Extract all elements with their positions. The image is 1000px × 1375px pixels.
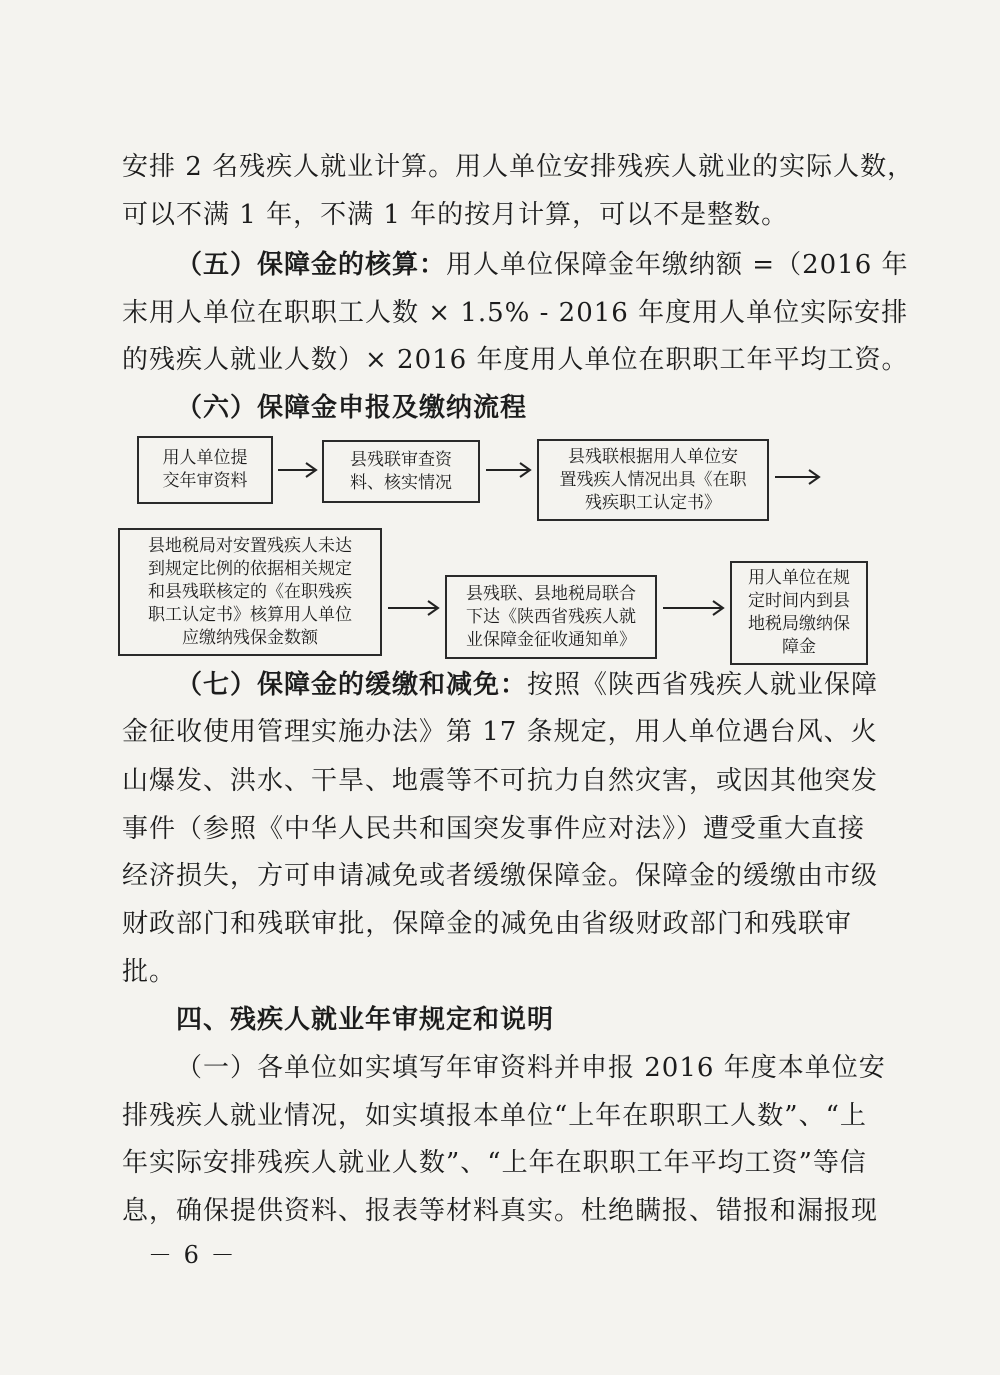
flow-step-4-line: 职工认定书》核算用人单位 — [148, 604, 352, 625]
paragraph-line: （一）各单位如实填写年审资料并申报 2016 年度本单位安 — [176, 1053, 886, 1083]
section-heading: 四、残疾人就业年审规定和说明 — [176, 1005, 555, 1035]
flow-step-4-line: 应缴纳残保金数额 — [182, 627, 318, 648]
page-number: － 6 － — [148, 1241, 237, 1269]
paragraph-line: 年实际安排残疾人就业人数”、“上年在职职工年平均工资”等信 — [122, 1148, 867, 1178]
flow-step-5 — [445, 575, 657, 659]
arrow-right-icon — [386, 596, 442, 620]
arrow-right-icon — [484, 458, 534, 482]
subheading-5: （五）保障金的核算： — [176, 250, 447, 280]
flow-step-4-line: 到规定比例的依据相关规定 — [148, 558, 352, 579]
paragraph-text: 按照《陕西省残疾人就业保障 — [527, 670, 879, 700]
subheading-7: （七）保障金的缓缴和减免： — [176, 670, 528, 700]
paragraph-line: 批。 — [122, 957, 177, 987]
arrow-right-icon — [276, 458, 320, 482]
paragraph-line: 山爆发、洪水、干旱、地震等不可抗力自然灾害，或因其他突发 — [122, 766, 879, 796]
paragraph-line: 末用人单位在职职工人数 × 1.5% - 2016 年度用人单位实际安排 — [122, 298, 909, 328]
flow-step-3-line: 置残疾人情况出具《在职 — [559, 469, 747, 490]
flow-step-6-line: 用人单位在规 — [748, 568, 850, 588]
arrow-right-icon — [773, 465, 823, 489]
flow-step-2 — [322, 440, 480, 503]
paragraph-line: 排残疾人就业情况，如实填报本单位“上年在职职工人数”、“上 — [122, 1101, 867, 1131]
paragraph-text: 用人单位保障金年缴纳额 =（2016 年 — [446, 250, 909, 280]
flow-step-5-line: 业保障金征收通知单》 — [466, 629, 636, 650]
flow-step-4-line: 县地税局对安置残疾人未达 — [148, 535, 352, 556]
flow-step-2-line: 料、核实情况 — [350, 472, 452, 493]
paragraph-line — [176, 248, 909, 282]
flow-step-6-line: 地税局缴纳保 — [748, 614, 850, 634]
paragraph-line: 息，确保提供资料、报表等材料真实。杜绝瞒报、错报和漏报现 — [122, 1196, 879, 1226]
paragraph-line: 可以不满 1 年，不满 1 年的按月计算，可以不是整数。 — [122, 200, 789, 230]
flow-step-6-line: 定时间内到县 — [748, 591, 850, 611]
flow-step-1-line: 交年审资料 — [162, 471, 248, 491]
flow-step-3 — [537, 439, 769, 521]
paragraph-line — [176, 668, 879, 702]
subheading-6: （六）保障金申报及缴纳流程 — [176, 393, 528, 423]
paragraph-line: 的残疾人就业人数）× 2016 年度用人单位在职职工年平均工资。 — [122, 345, 909, 375]
flow-step-5-line: 下达《陕西省残疾人就 — [466, 606, 636, 627]
paragraph-line: 财政部门和残联审批，保障金的减免由省级财政部门和残联审 — [122, 909, 852, 939]
paragraph-line: 经济损失，方可申请减免或者缓缴保障金。保障金的缓缴由市级 — [122, 861, 879, 891]
flow-step-1-line: 用人单位提 — [162, 448, 248, 468]
paragraph-line: 金征收使用管理实施办法》第 17 条规定，用人单位遇台风、火 — [122, 717, 878, 747]
paragraph-line: 事件（参照《中华人民共和国突发事件应对法》）遭受重大直接 — [122, 814, 866, 844]
flow-step-3-line: 残疾职工认定书》 — [585, 492, 721, 513]
flow-step-4 — [118, 528, 382, 656]
flow-step-5-line: 县残联、县地税局联合 — [466, 583, 636, 604]
flow-step-1 — [137, 436, 273, 504]
flow-step-4-line: 和县残联核定的《在职残疾 — [148, 581, 352, 602]
arrow-right-icon — [661, 596, 727, 620]
flow-step-6-line: 障金 — [782, 637, 816, 657]
flow-step-6 — [730, 561, 868, 665]
flow-step-3-line: 县残联根据用人单位安 — [568, 446, 738, 467]
paragraph-line: 安排 2 名残疾人就业计算。用人单位安排残疾人就业的实际人数， — [122, 152, 915, 182]
flow-step-2-line: 县残联审查资 — [350, 449, 452, 470]
